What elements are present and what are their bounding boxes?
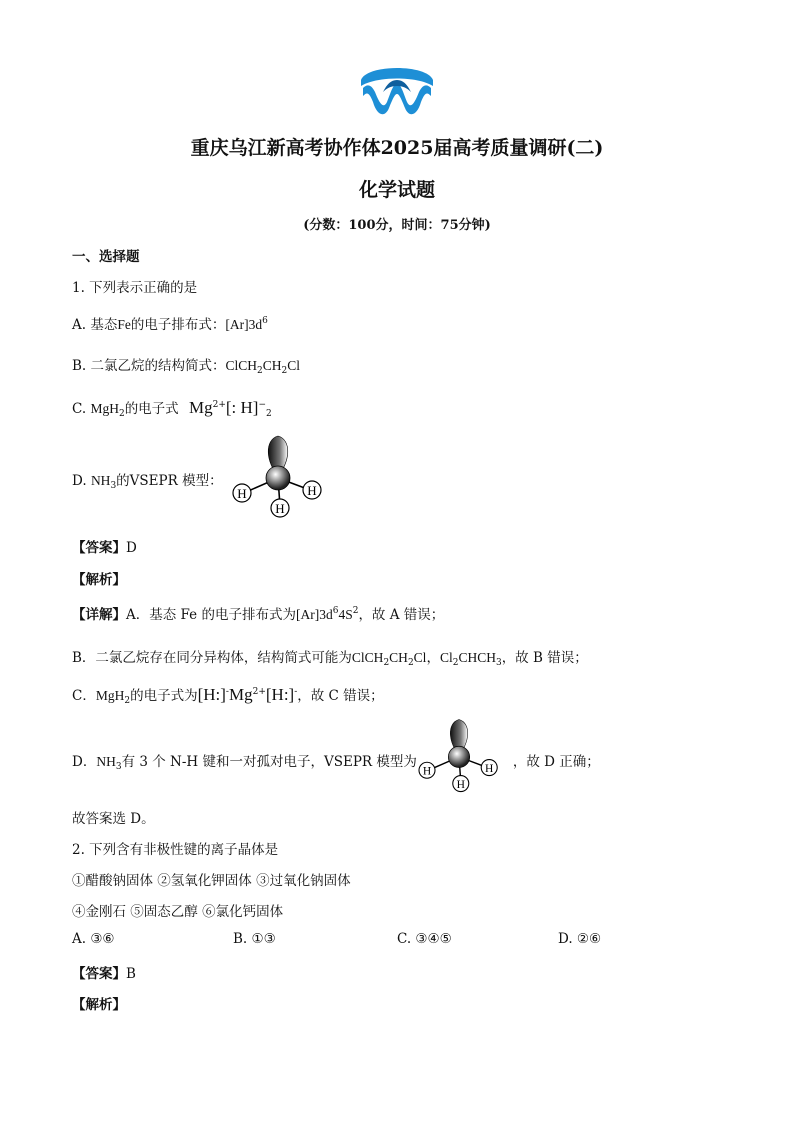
answer-value: B xyxy=(126,966,136,982)
formula-part: Cl xyxy=(439,650,453,665)
formula-sub: 2 xyxy=(452,658,459,668)
vsepr-model-diagram xyxy=(230,432,326,522)
formula-part: NH xyxy=(90,473,111,488)
electron-formula-h: [H:] xyxy=(265,685,295,704)
q1-option-b xyxy=(72,354,300,376)
formula-sub: 2 xyxy=(407,658,414,668)
publisher-logo xyxy=(357,62,437,122)
formula-part: Cl xyxy=(287,358,301,373)
subject-title: 化学试题 xyxy=(358,179,435,201)
q1-option-d xyxy=(72,469,223,491)
option-a-prefix: A. 基态 xyxy=(72,317,118,333)
question-1-stem: 1. 下列表示正确的是 xyxy=(72,280,198,296)
electron-formula-mg: Mg xyxy=(188,398,213,417)
q2-items-line-2: ④金刚石 ⑤固态乙醇 ⑥氯化钙固体 xyxy=(72,904,284,920)
detail-a-end: ，故 A 错误； xyxy=(358,607,445,623)
formula-sub: 2 xyxy=(124,696,131,706)
option-d-mid: 的VSEPR 模型： xyxy=(116,473,223,489)
formula-part: NH xyxy=(96,754,116,769)
q2-option-b: B. ①③ xyxy=(233,931,276,947)
formula-sub: 3 xyxy=(495,658,502,668)
formula-sub: 3 xyxy=(115,762,122,772)
q1-conclusion: 故答案选 D。 xyxy=(72,811,155,827)
electron-formula-h-count: 2 xyxy=(266,409,272,419)
q2-answer xyxy=(72,962,136,982)
fe-config-sup: 6 xyxy=(262,316,268,326)
formula-sub: 2 xyxy=(383,658,390,668)
hydrogen-label: H xyxy=(485,763,494,775)
electron-formula-h: [H:] xyxy=(197,685,226,704)
charge: - xyxy=(225,687,229,697)
formula-part: MgH xyxy=(95,688,125,703)
detail-d-prefix: D． xyxy=(72,754,97,770)
fe-config: [Ar]3d xyxy=(225,317,263,332)
hydrogen-label: H xyxy=(275,501,285,516)
option-b-prefix: B. 二氯乙烷的结构简式： xyxy=(72,358,226,374)
electron-formula-h: [: H] xyxy=(225,398,259,417)
q1-detail-d xyxy=(72,750,600,772)
detail-c-mid: 的电子式为 xyxy=(130,688,198,704)
formula-sub: 2 xyxy=(257,366,263,376)
option-d-prefix: D. xyxy=(72,473,91,489)
detail-b-text: B．二氯乙烷存在同分异构体，结构简式可能为 xyxy=(72,650,352,666)
hydrogen-label: H xyxy=(456,779,465,791)
q2-items-line-1: ①醋酸钠固体 ②氢氧化钾固体 ③过氧化钠固体 xyxy=(72,873,351,889)
electron-formula-mg: Mg xyxy=(228,685,253,704)
detail-d-end: ，故 D 正确； xyxy=(512,754,600,770)
detail-a-formula: [Ar]3d xyxy=(295,607,333,622)
electron-formula-h-charge: − xyxy=(258,400,267,410)
q1-option-c xyxy=(72,397,272,419)
detail-label: 【详解】 xyxy=(72,607,126,623)
charge: - xyxy=(294,687,298,697)
formula-sub: 2 xyxy=(281,366,288,376)
detail-a-sup: 6 xyxy=(332,606,339,616)
formula-sub: 3 xyxy=(110,481,117,491)
charge: 2+ xyxy=(252,687,266,697)
detail-c-prefix: C． xyxy=(72,688,96,704)
hydrogen-label: H xyxy=(307,483,317,498)
section-heading: 一、选择题 xyxy=(72,249,140,265)
detail-a-text: A．基态 Fe 的电子排布式为 xyxy=(126,607,296,623)
q2-analysis-label: 【解析】 xyxy=(72,997,126,1013)
electron-formula-mg-charge: 2+ xyxy=(212,400,226,410)
fe-symbol: Fe xyxy=(117,317,131,332)
q1-option-a xyxy=(72,313,268,333)
answer-label: 【答案】 xyxy=(72,966,126,982)
q1-detail-b xyxy=(72,646,588,668)
formula-sub: 2 xyxy=(118,409,125,419)
vsepr-model-diagram-small xyxy=(416,716,502,796)
answer-label: 【答案】 xyxy=(72,540,126,556)
exam-info: (分数：100分，时间：75分钟) xyxy=(303,218,491,233)
formula-part: MgH xyxy=(90,401,119,416)
option-c-mid: 的电子式 xyxy=(124,401,179,417)
question-2-stem: 2. 下列含有非极性键的离子晶体是 xyxy=(72,842,279,858)
formula-part: CH xyxy=(262,358,282,373)
q1-answer xyxy=(72,536,137,556)
formula-part: ClCH xyxy=(351,650,384,665)
q2-option-c: C. ③④⑤ xyxy=(397,931,452,947)
formula-part: CH xyxy=(389,650,408,665)
q2-option-a: A. ③⑥ xyxy=(72,931,115,947)
formula-part: ClCH xyxy=(225,358,258,373)
separator: ， xyxy=(426,650,440,666)
q1-detail-a xyxy=(72,603,444,623)
q1-detail-c xyxy=(72,684,384,706)
detail-d-mid: 有 3 个 N-H 键和一对孤对电子，VSEPR 模型为 xyxy=(121,754,417,770)
detail-b-end: ，故 B 错误； xyxy=(501,650,588,666)
q2-option-d: D. ②⑥ xyxy=(558,931,602,947)
formula-part: Cl xyxy=(413,650,427,665)
hydrogen-label: H xyxy=(237,486,247,501)
hydrogen-label: H xyxy=(422,765,432,778)
option-c-prefix: C. xyxy=(72,401,91,417)
formula-part: CHCH xyxy=(458,650,496,665)
q1-analysis-label: 【解析】 xyxy=(72,572,126,588)
option-a-mid: 的电子排布式： xyxy=(130,317,226,333)
detail-a-sup2: 2 xyxy=(352,606,359,616)
detail-a-4s: 4S xyxy=(338,607,353,622)
exam-title: 重庆乌江新高考协作体2025届高考质量调研(二) xyxy=(190,137,604,159)
detail-c-end: ，故 C 错误； xyxy=(297,688,384,704)
answer-value: D xyxy=(126,540,137,556)
